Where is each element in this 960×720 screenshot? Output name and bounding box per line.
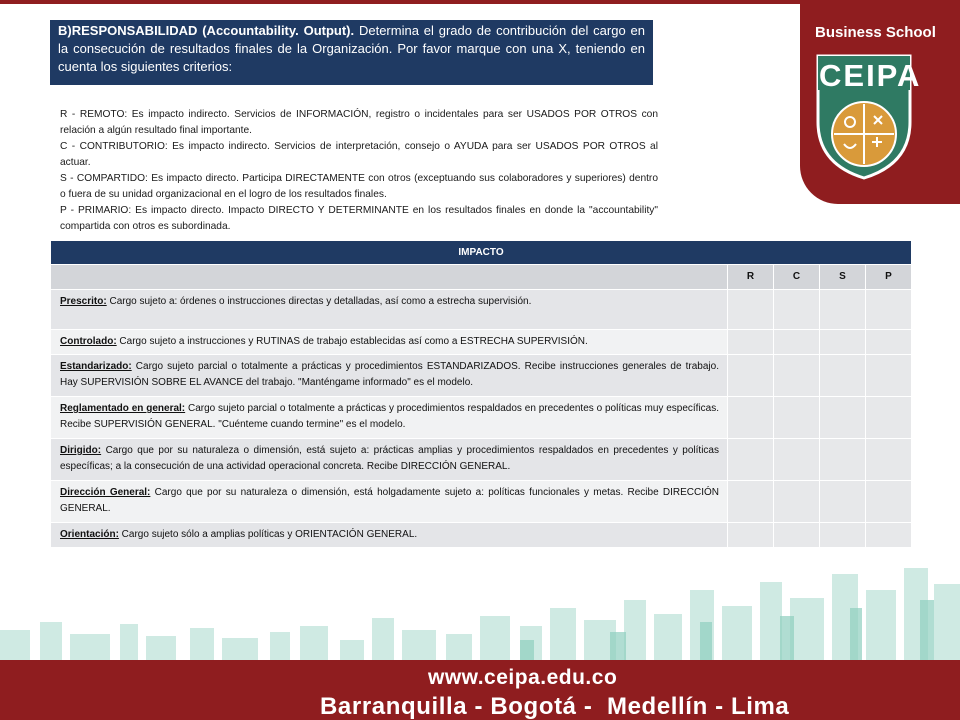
mark-cell-c[interactable] [774, 439, 820, 481]
mark-cell-p[interactable] [866, 355, 912, 397]
section-header [50, 20, 653, 85]
row-description [51, 330, 728, 355]
column-header-s: S [820, 265, 866, 290]
mark-cell-s[interactable] [820, 439, 866, 481]
table-header-blank [51, 265, 728, 290]
criteria-list [60, 107, 658, 235]
row-description [51, 290, 728, 330]
table-row [51, 397, 912, 439]
mark-cell-c[interactable] [774, 330, 820, 355]
row-term: Dirigido: [60, 445, 102, 456]
website-url[interactable]: www.ceipa.edu.co [428, 666, 618, 689]
criteria-item: C - CONTRIBUTORIO: Es impacto indirecto. Servicios de interpretación, consejo o AYUDA para ser USADOS POR OTROS al actuar. [60, 141, 658, 168]
row-text: Cargo sujeto parcial o totalmente a prácticas y procedimientos respaldados en precedentes o políticas muy específicas. Recibe SUPERVISIÓN GENERAL. "Cuénteme cuando termine" es el modelo. [60, 403, 720, 430]
mark-cell-r[interactable] [728, 397, 774, 439]
column-header-r: R [728, 265, 774, 290]
mark-cell-c[interactable] [774, 397, 820, 439]
table-row [51, 355, 912, 397]
row-term: Dirección General: [60, 487, 151, 498]
mark-cell-p[interactable] [866, 290, 912, 330]
table-row [51, 523, 912, 548]
mark-cell-p[interactable] [866, 481, 912, 523]
impact-table [50, 240, 911, 548]
ceipa-logo-word: CEIPA [819, 58, 922, 93]
row-description [51, 523, 728, 548]
footer-bar [0, 660, 960, 720]
mark-cell-p[interactable] [866, 523, 912, 548]
row-description [51, 481, 728, 523]
criteria-item: P - PRIMARIO: Es impacto directo. Impacto DIRECTO Y DETERMINANTE en los resultados finales en donde la "accountability" compartida con otros es subordinada. [60, 205, 658, 232]
brand-panel [800, 0, 960, 204]
row-description [51, 355, 728, 397]
row-text: Cargo que por su naturaleza o dimensión, está holgadamente sujeto a: políticas funcionales y metas. Recibe DIRECCIÓN GENERAL. [60, 487, 719, 514]
mark-cell-s[interactable] [820, 397, 866, 439]
mark-cell-p[interactable] [866, 330, 912, 355]
row-term: Prescrito: [60, 296, 107, 307]
mark-cell-c[interactable] [774, 481, 820, 523]
mark-cell-r[interactable] [728, 523, 774, 548]
mark-cell-r[interactable] [728, 330, 774, 355]
criteria-item: R - REMOTO: Es impacto indirecto. Servicios de INFORMACIÓN, registro o incidentales para ser USADOS POR OTROS con relación a algún resultado final importante. [60, 109, 658, 136]
row-description [51, 397, 728, 439]
section-instructions: Determina el grado de contribución del cargo en la consecución de resultados finales de la Organización. Por favor marque con una X, teniendo en cuenta los siguientes criterios: [58, 23, 645, 74]
table-row [51, 330, 912, 355]
mark-cell-r[interactable] [728, 481, 774, 523]
row-description [51, 439, 728, 481]
campus-cities: Barranquilla - Bogotá - Medellín - Lima [320, 693, 790, 720]
table-title: IMPACTO [51, 241, 912, 265]
criteria-item: S - COMPARTIDO: Es impacto directo. Participa DIRECTAMENTE con otros (exceptuando sus colaboradores y superiores) dentro o fuera de su unidad organizacional en el logro de los resultados finales. [60, 173, 658, 200]
mark-cell-c[interactable] [774, 355, 820, 397]
row-text: Cargo sujeto a instrucciones y RUTINAS de trabajo establecidas así como a ESTRECHA SUPERVISIÓN. [116, 336, 588, 347]
table-row [51, 481, 912, 523]
mark-cell-s[interactable] [820, 523, 866, 548]
section-title: B)RESPONSABILIDAD (Accountability. Output). [58, 23, 355, 38]
mark-cell-s[interactable] [820, 355, 866, 397]
row-term: Orientación: [60, 529, 119, 540]
mark-cell-s[interactable] [820, 481, 866, 523]
mark-cell-r[interactable] [728, 290, 774, 330]
row-text: Cargo sujeto parcial o totalmente a prácticas y procedimientos ESTANDARIZADOS. Recibe instrucciones generales de trabajo. Hay SUPERVISIÓN SOBRE EL AVANCE del trabajo. "Manténgame informado" es el modelo. [60, 361, 719, 388]
mark-cell-r[interactable] [728, 355, 774, 397]
column-header-p: P [866, 265, 912, 290]
row-text: Cargo sujeto a: órdenes o instrucciones directas y detalladas, así como a estrecha supervisión. [106, 296, 532, 307]
row-text: Cargo sujeto sólo a amplias políticas y ORIENTACIÓN GENERAL. [118, 529, 418, 540]
mark-cell-s[interactable] [820, 290, 866, 330]
mark-cell-p[interactable] [866, 439, 912, 481]
business-school-label: Business School [815, 24, 936, 41]
row-term: Reglamentado en general: [60, 403, 186, 414]
table-row [51, 290, 912, 330]
city-skyline-decoration [0, 560, 960, 660]
mark-cell-p[interactable] [866, 397, 912, 439]
mark-cell-c[interactable] [774, 523, 820, 548]
table-row [51, 439, 912, 481]
column-header-c: C [774, 265, 820, 290]
row-term: Controlado: [60, 336, 117, 347]
row-text: Cargo que por su naturaleza o dimensión, está sujeto a: prácticas amplias y procedimientos respaldados en precedentes y políticas específicas; a la consecución de una actividad operacional concreta. Recibe DIRECCIÓN GENERAL. [60, 445, 719, 472]
mark-cell-c[interactable] [774, 290, 820, 330]
row-term: Estandarizado: [60, 361, 132, 372]
mark-cell-r[interactable] [728, 439, 774, 481]
mark-cell-s[interactable] [820, 330, 866, 355]
